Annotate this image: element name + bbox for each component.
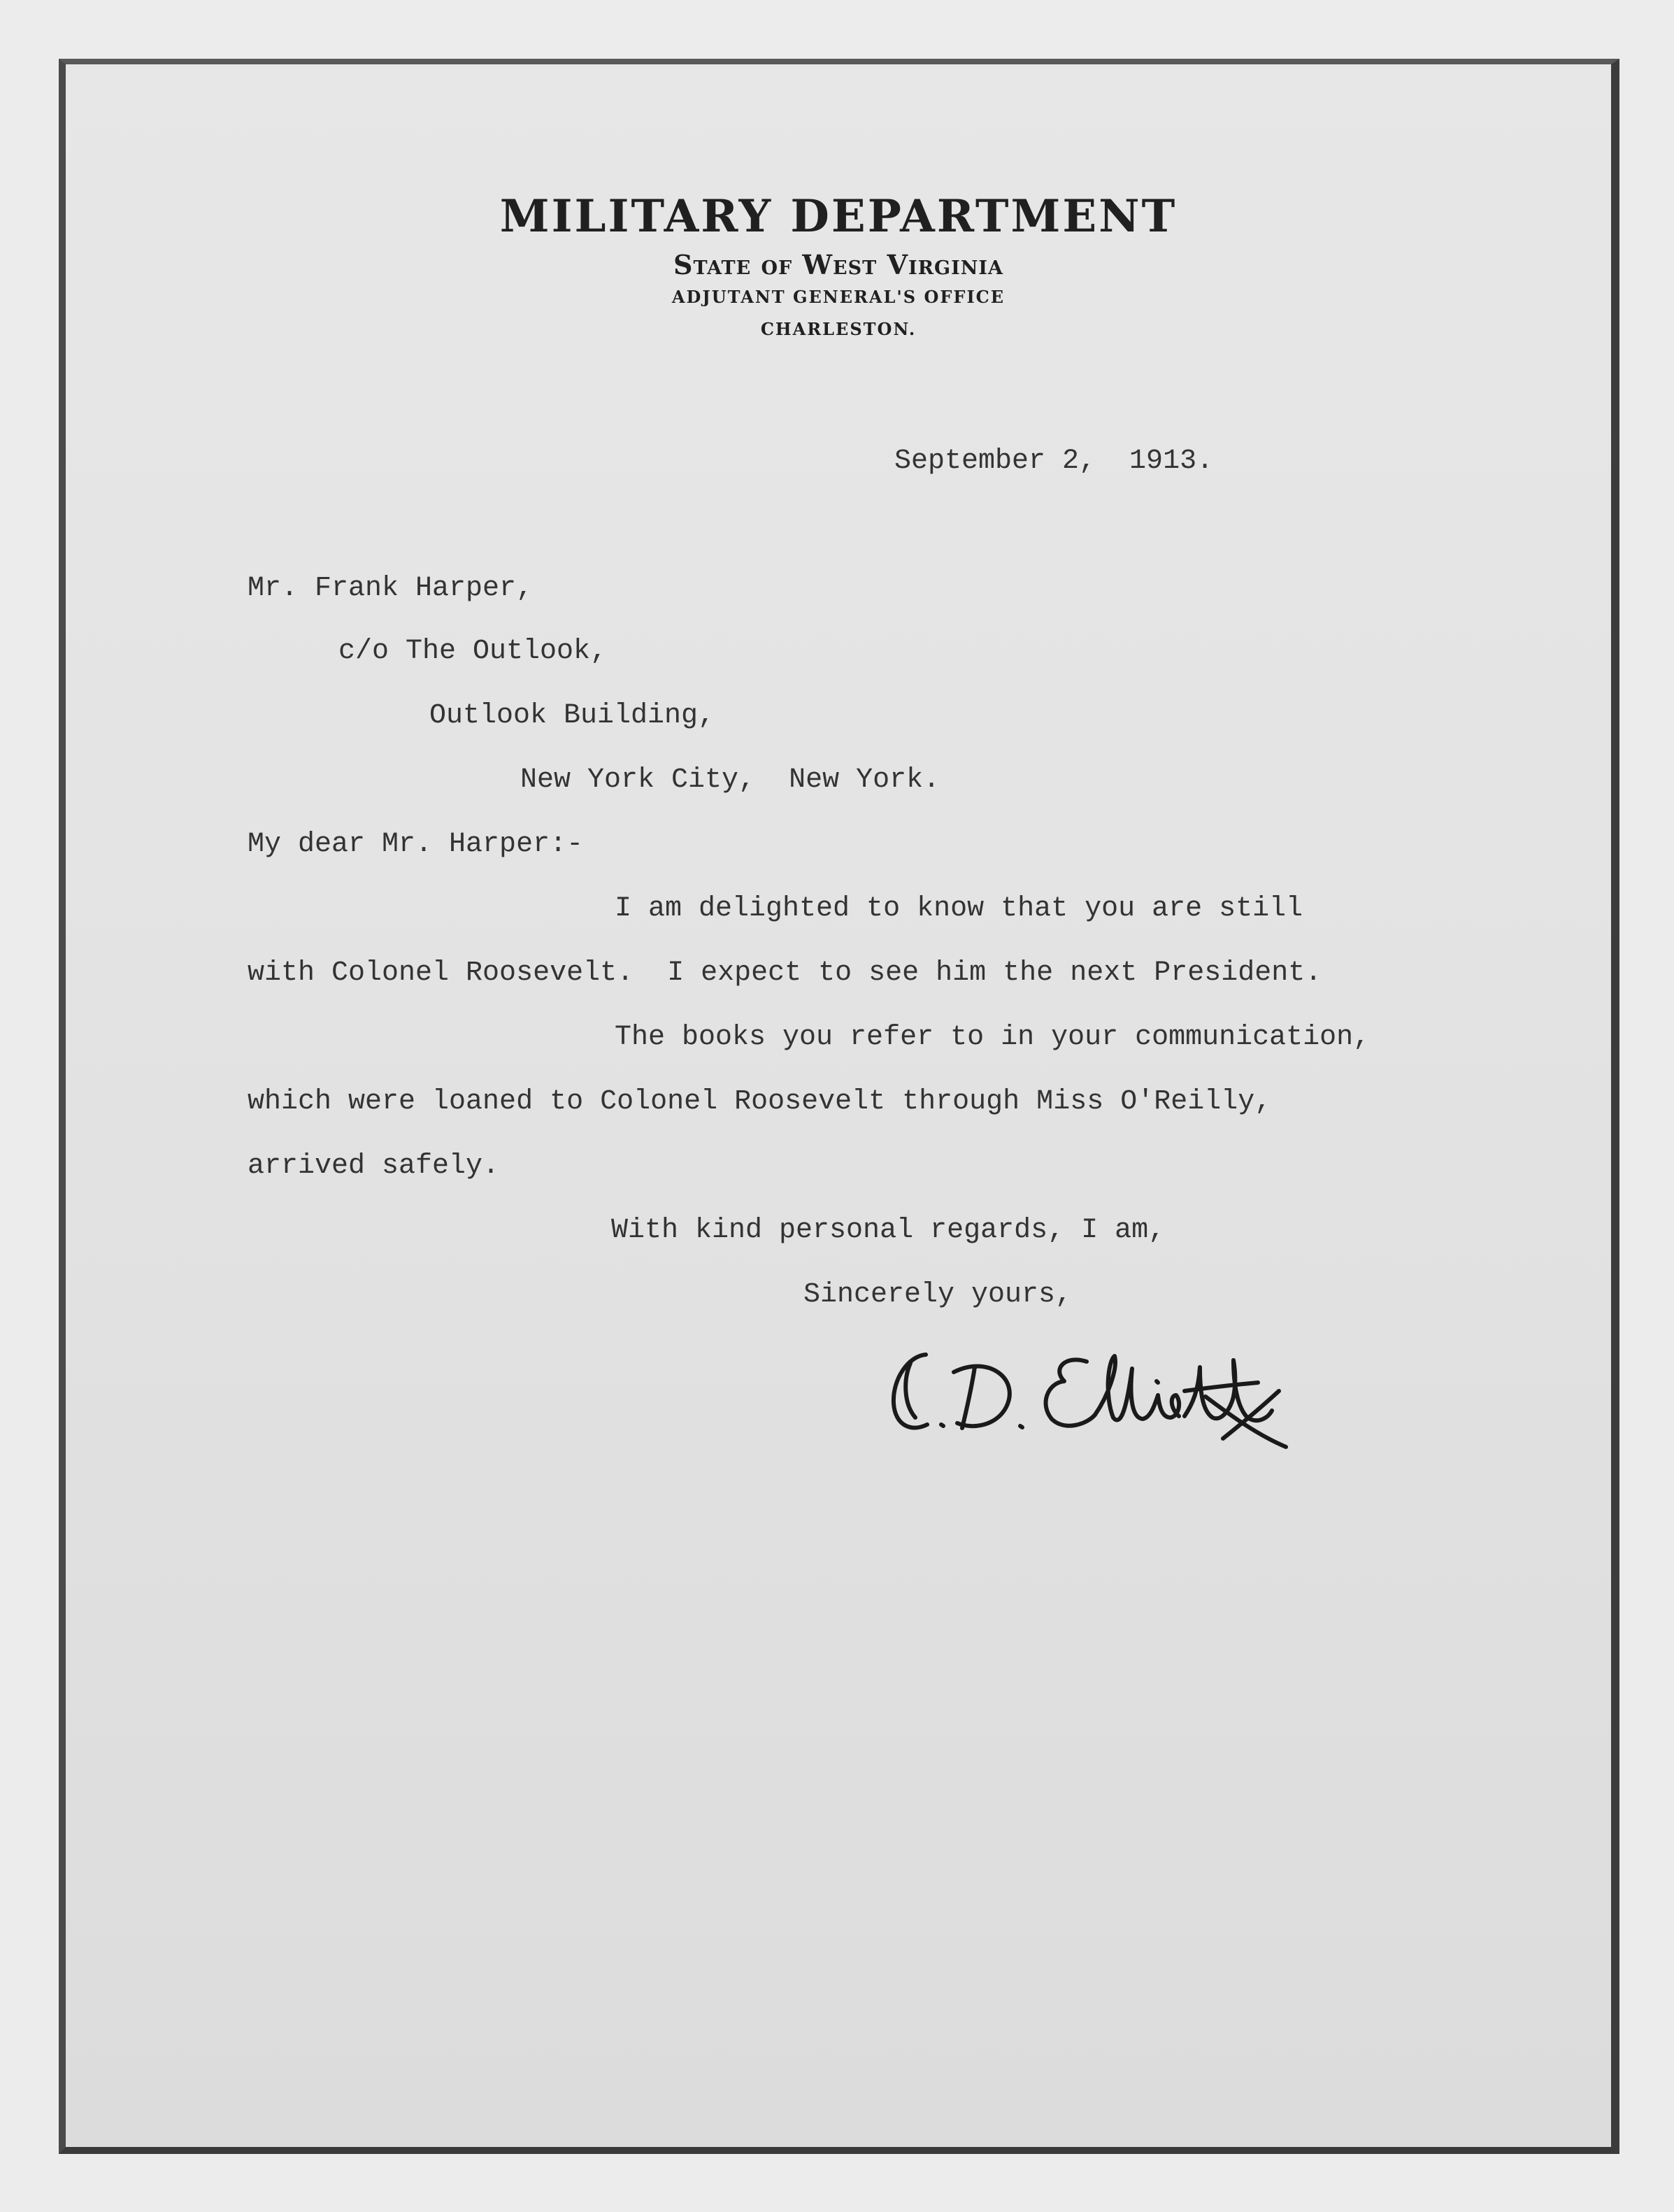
letterhead-department: MILITARY DEPARTMENT [499,190,1178,243]
recipient-city: New York City, New York. [520,764,940,796]
recipient-care-of: c/o The Outlook, [338,636,608,667]
handwritten-signature [877,1313,1324,1460]
body-paragraph-1-line-2: with Colonel Roosevelt. I expect to see him the next President. [248,957,1322,989]
salutation: My dear Mr. Harper:- [248,829,584,860]
body-paragraph-2-line-2: which were loaned to Colonel Roosevelt through Miss O'Reilly, [248,1086,1272,1118]
body-paragraph-2-line-1: The books you refer to in your communication, [615,1022,1371,1053]
recipient-building: Outlook Building, [429,700,715,732]
letter-page [59,59,1619,2154]
closing-regards: With kind personal regards, I am, [611,1215,1166,1246]
letterhead-city: CHARLESTON. [760,319,917,339]
closing-valediction: Sincerely yours, [803,1279,1073,1311]
body-paragraph-1-line-1: I am delighted to know that you are still [615,893,1303,925]
letter-date: September 2, 1913. [894,445,1214,477]
letterhead-state: State of West Virginia [673,249,1003,280]
letterhead-office: ADJUTANT GENERAL'S OFFICE [671,287,1006,307]
body-paragraph-2-line-3: arrived safely. [248,1150,500,1182]
recipient-name: Mr. Frank Harper, [248,573,534,604]
